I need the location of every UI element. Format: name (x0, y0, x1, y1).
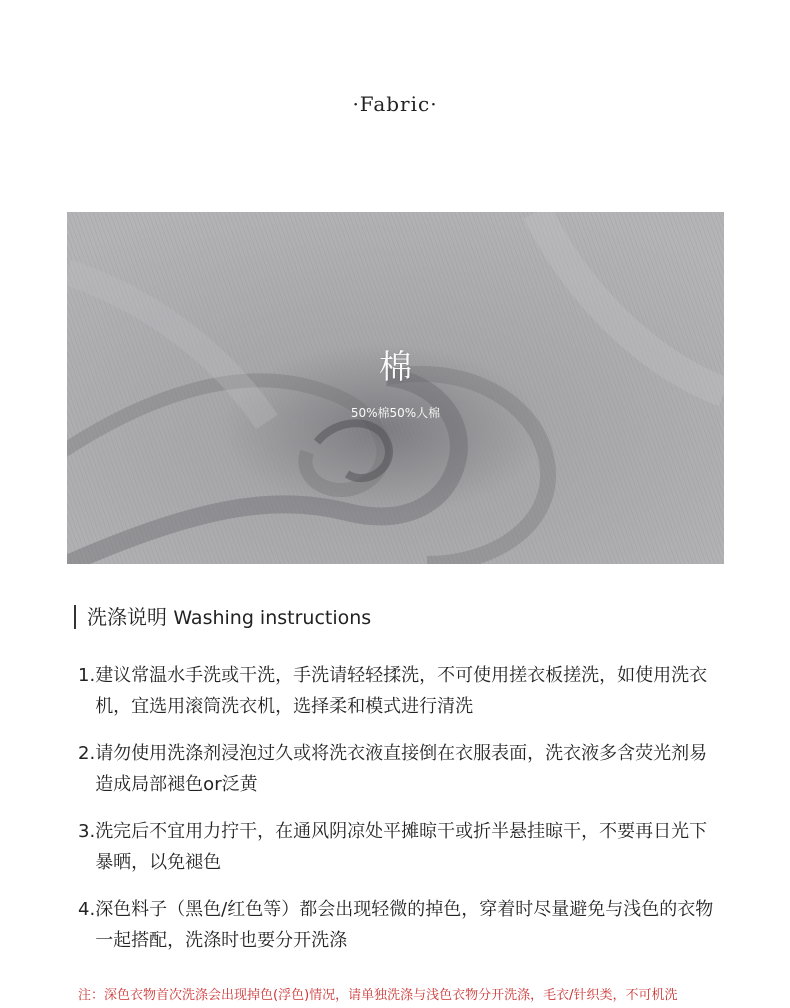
list-item (78, 816, 738, 878)
washing-heading (74, 605, 371, 629)
list-item (78, 894, 738, 956)
list-item-text: 深色料子（黑色/红色等）都会出现轻微的掉色，穿着时尽量避免与浅色的衣物一起搭配，洗涤时也要分开洗涤 (95, 899, 714, 951)
list-item-text: 建议常温水手洗或干洗，手洗请轻轻揉洗，不可使用搓衣板搓洗，如使用洗衣机，宜选用滚筒洗衣机，选择柔和模式进行清洗 (95, 665, 708, 717)
list-item (78, 660, 738, 722)
list-item (78, 738, 738, 800)
list-item-text: 洗完后不宜用力拧干，在通风阴凉处平摊晾干或折半悬挂晾干，不要再日光下暴晒，以免褪色 (95, 821, 708, 873)
fabric-photo (67, 212, 724, 564)
list-item-number: 3. (78, 821, 96, 842)
section-title-fabric: ·Fabric· (352, 92, 438, 116)
washing-note: 注：深色衣物首次洗涤会出现掉色(浮色)情况，请单独洗涤与浅色衣物分开洗涤，毛衣/针织类，不可机洗 (78, 988, 678, 1003)
material-character: 棉 (379, 347, 412, 386)
material-composition: 50%棉50%人棉 (350, 406, 441, 420)
list-item-text: 请勿使用洗涤剂浸泡过久或将洗衣液直接倒在衣服表面，洗衣液多含荧光剂易造成局部褪色or泛黄 (95, 743, 708, 795)
washing-instructions-list (78, 660, 738, 972)
list-item-number: 2. (78, 743, 96, 764)
washing-heading-en: Washing instructions (173, 607, 372, 629)
list-item-number: 4. (78, 899, 96, 920)
washing-heading-cn: 洗涤说明 (87, 605, 167, 629)
list-item-number: 1. (78, 665, 96, 686)
